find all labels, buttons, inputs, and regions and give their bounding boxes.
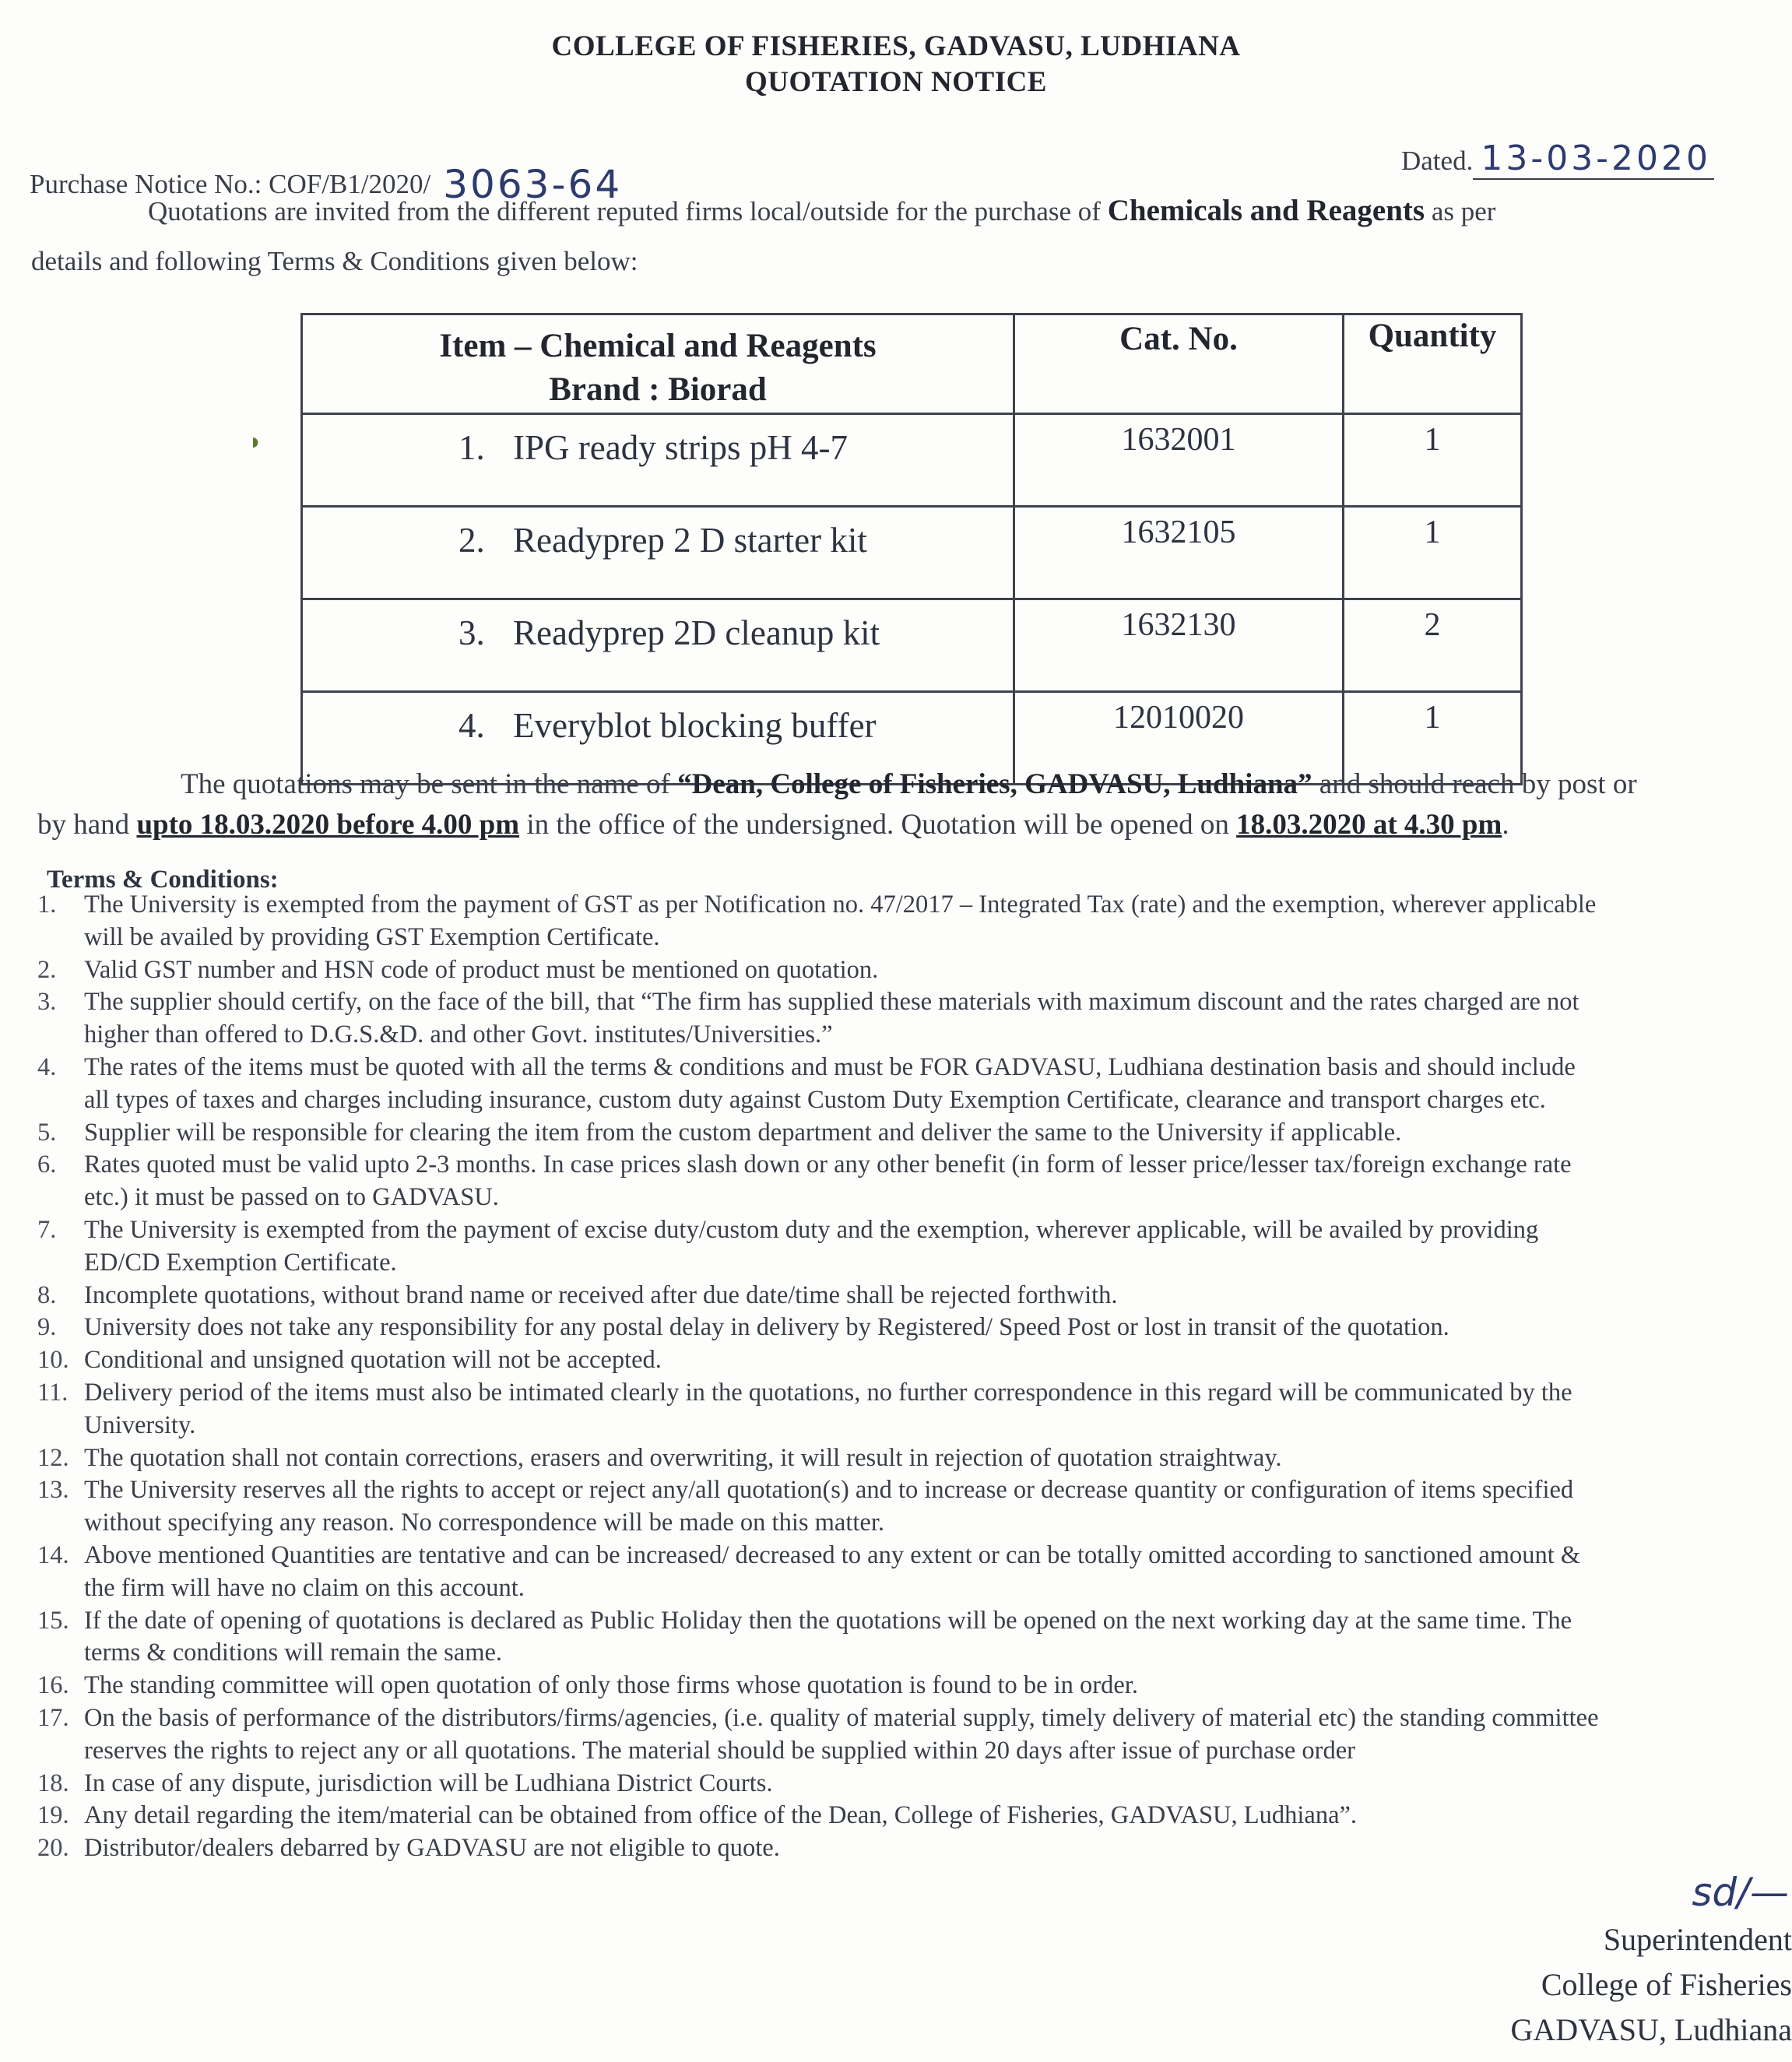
quantity-cell: 1 <box>1344 414 1522 507</box>
submission-text: in the office of the undersigned. Quotation will be opened on <box>519 809 1237 841</box>
terms-item-number: 20. <box>37 1834 69 1863</box>
terms-item-number: 3. <box>37 988 57 1017</box>
terms-item-number: 14. <box>37 1540 69 1569</box>
terms-item-text: all types of taxes and charges including insurance, custom duty against Custom Duty Exemption Certificate, clearance and transport charges etc. <box>84 1085 1546 1114</box>
cat-no-column-header: Cat. No. <box>1014 314 1344 414</box>
submission-deadline: upto 18.03.2020 before 4.00 pm <box>136 809 520 841</box>
item-header-brand: Brand : Biorad <box>549 371 767 408</box>
item-name: Readyprep 2D cleanup kit <box>513 613 880 652</box>
terms-item-text: On the basis of performance of the distributors/firms/agencies, (i.e. quality of material supply, timely delivery of material etc) the standing committee <box>84 1703 1599 1732</box>
terms-item-text: The rates of the items must be quoted with all the terms & conditions and must be FOR GADVASU, Ludhiana destination basis and should include <box>84 1052 1576 1081</box>
terms-item-number: 15. <box>37 1606 69 1635</box>
cat-no-cell: 12010020 <box>1014 692 1344 785</box>
terms-item <box>37 1800 1789 1832</box>
terms-item <box>37 1280 1789 1312</box>
quantity-column-header: Quantity <box>1344 314 1522 414</box>
handwritten-notice-number: 3063-64 <box>443 162 623 207</box>
terms-item-number: 5. <box>37 1118 57 1147</box>
intro-paragraph-line2: details and following Terms & Conditions given below: <box>31 246 638 276</box>
submission-text: by hand <box>37 809 137 841</box>
purchase-notice-label: Purchase Notice No.: COF/B1/2020/ <box>30 169 431 199</box>
terms-item-number: 8. <box>37 1280 57 1309</box>
terms-item-text: ED/CD Exemption Certificate. <box>84 1248 397 1277</box>
terms-item-text: University does not take any responsibility for any postal delay in delivery by Registered/ Speed Post or lost in transit of the quotation. <box>84 1313 1449 1342</box>
items-table <box>248 313 1523 785</box>
terms-item <box>37 1605 1789 1670</box>
terms-item-text: The standing committee will open quotation of only those firms whose quotation is found to be in order. <box>84 1671 1138 1700</box>
terms-item <box>37 1214 1789 1280</box>
terms-heading: Terms & Conditions: <box>47 866 279 894</box>
terms-item-number: 10. <box>37 1346 69 1375</box>
terms-item-text: Conditional and unsigned quotation will not be accepted. <box>84 1346 662 1375</box>
terms-item-text: higher than offered to D.G.S.&D. and other Govt. institutes/Universities.” <box>84 1020 833 1049</box>
terms-item <box>37 986 1789 1052</box>
item-cell <box>302 599 1014 692</box>
terms-item-text: Rates quoted must be valid upto 2-3 months. In case prices slash down or any other benefit (in form of lesser price/lesser tax/foreign exchange rate <box>84 1150 1572 1179</box>
terms-item-text: Distributor/dealers debarred by GADVASU are not eligible to quote. <box>84 1834 780 1863</box>
signatory-university: GADVASU, Ludhiana <box>1510 2012 1792 2047</box>
quantity-cell: 2 <box>1344 599 1522 692</box>
terms-item-text: reserves the rights to reject any or all quotations. The material should be supplied within 20 days after issue of purchase order <box>84 1736 1355 1765</box>
terms-item-number: 19. <box>37 1801 69 1830</box>
handwritten-date: 13-03-2020 <box>1481 139 1712 178</box>
terms-item-number: 4. <box>37 1052 57 1081</box>
table-header-row <box>302 314 1522 414</box>
intro-paragraph-line1 <box>148 193 1495 228</box>
signatory-title: Superintendent <box>1603 1922 1792 1957</box>
table-row <box>302 414 1522 507</box>
item-number: 4. <box>459 706 485 745</box>
terms-item-text: without specifying any reason. No correspondence will be made on this matter. <box>84 1509 884 1537</box>
terms-item-text: The University is exempted from the payment of excise duty/custom duty and the exemption, wherever applicable, will be availed by providing <box>84 1215 1539 1244</box>
terms-item-text: Valid GST number and HSN code of product must be mentioned on quotation. <box>84 955 879 984</box>
terms-item <box>37 1540 1789 1605</box>
terms-item <box>37 1344 1789 1377</box>
terms-list <box>37 889 1789 1865</box>
submission-text-end: . <box>1502 809 1509 841</box>
cat-no-cell: 1632105 <box>1014 507 1344 599</box>
terms-item-text: will be availed by providing GST Exemption Certificate. <box>84 922 660 951</box>
terms-item <box>37 1117 1789 1150</box>
terms-item <box>37 1768 1789 1800</box>
item-number: 2. <box>459 521 485 560</box>
terms-item-number: 16. <box>37 1671 69 1700</box>
terms-item-text: etc.) it must be passed on to GADVASU. <box>84 1183 499 1212</box>
submission-text: The quotations may be sent in the name of <box>181 768 678 800</box>
terms-item-number: 13. <box>37 1476 69 1505</box>
item-header-line1: Item – Chemical and Reagents <box>439 328 877 364</box>
submission-paragraph-line2 <box>37 808 1509 841</box>
intro-bold-subject: Chemicals and Reagents <box>1107 194 1425 227</box>
terms-item-text: In case of any dispute, jurisdiction will be Ludhiana District Courts. <box>84 1769 773 1797</box>
terms-item-number: 9. <box>37 1313 57 1342</box>
terms-item <box>37 1702 1789 1768</box>
terms-item <box>37 1474 1789 1540</box>
item-name: IPG ready strips pH 4-7 <box>513 428 848 467</box>
terms-item <box>37 1670 1789 1702</box>
dated-label: Dated. <box>1401 146 1474 176</box>
submission-paragraph-line1 <box>181 768 1637 801</box>
terms-item <box>37 1832 1789 1865</box>
terms-item <box>37 889 1789 954</box>
item-cell <box>248 414 1014 507</box>
cat-no-cell: 1632130 <box>1014 599 1344 692</box>
notice-date <box>1401 139 1714 180</box>
terms-item-number: 17. <box>37 1703 69 1732</box>
cat-no-cell: 1632001 <box>1014 414 1344 507</box>
terms-item-number: 11. <box>37 1378 69 1407</box>
terms-item-text: University. <box>84 1410 196 1439</box>
item-name: Everyblot blocking buffer <box>513 706 877 745</box>
item-number: 3. <box>459 613 485 652</box>
terms-item-text: Any detail regarding the item/material can be obtained from office of the Dean, College of Fisheries, GADVASU, Ludhiana”. <box>84 1801 1358 1830</box>
terms-item-number: 1. <box>37 890 57 919</box>
item-name: Readyprep 2 D starter kit <box>513 521 867 560</box>
signatory-college: College of Fisheries <box>1541 1967 1792 2002</box>
terms-item <box>37 954 1789 987</box>
terms-item-number: 12. <box>37 1443 69 1472</box>
terms-item <box>37 1377 1789 1442</box>
item-cell <box>302 507 1014 599</box>
terms-item-text: Above mentioned Quantities are tentative and can be increased/ decreased to any extent or can be totally omitted according to sanctioned amount & <box>84 1540 1581 1569</box>
terms-item-text: If the date of opening of quotations is declared as Public Holiday then the quotations will be opened on the next working day at the same time. The <box>84 1606 1572 1635</box>
terms-item-text: the firm will have no claim on this account. <box>84 1573 525 1602</box>
terms-item <box>37 1442 1789 1475</box>
terms-item-text: Supplier will be responsible for clearing the item from the custom department and deliver the same to the University if applicable. <box>84 1118 1402 1147</box>
quantity-cell: 1 <box>1344 692 1522 785</box>
item-number: 1. <box>459 428 485 467</box>
table-row <box>302 507 1522 599</box>
submission-text-end: and should reach by post or <box>1312 768 1637 800</box>
terms-item <box>37 1149 1789 1214</box>
college-name-heading: COLLEGE OF FISHERIES, GADVASU, LUDHIANA <box>551 30 1241 62</box>
intro-text-end: as per <box>1425 196 1496 227</box>
terms-item-text: The supplier should certify, on the face of the bill, that “The firm has supplied these materials with maximum discount and the rates charged are not <box>84 988 1579 1017</box>
terms-item <box>37 1052 1789 1117</box>
terms-item-text: Incomplete quotations, without brand name or received after due date/time shall be rejected forthwith. <box>84 1280 1118 1309</box>
terms-item-number: 6. <box>37 1150 57 1179</box>
terms-item-number: 2. <box>37 955 57 984</box>
terms-item-text: Delivery period of the items must also be intimated clearly in the quotations, no further correspondence in this regard will be communicated by the <box>84 1378 1572 1407</box>
terms-item-text: terms & conditions will remain the same. <box>84 1639 503 1667</box>
intro-text: Quotations are invited from the different reputed firms local/outside for the purchase of <box>148 196 1108 227</box>
item-column-header <box>302 314 1014 414</box>
notice-title-heading: QUOTATION NOTICE <box>745 66 1047 98</box>
highlighter-mark: ◗ <box>248 429 263 455</box>
terms-item-number: 7. <box>37 1215 57 1244</box>
terms-item <box>37 1312 1789 1344</box>
terms-item-text: The quotation shall not contain corrections, erasers and overwriting, it will result in rejection of quotation straightway. <box>84 1443 1282 1472</box>
table-row <box>302 599 1522 692</box>
terms-item-number: 18. <box>37 1769 69 1797</box>
opening-date: 18.03.2020 at 4.30 pm <box>1236 809 1502 841</box>
terms-item-text: The University is exempted from the payment of GST as per Notification no. 47/2017 – Integrated Tax (rate) and the exemption, wherever applicable <box>84 890 1597 919</box>
quantity-cell: 1 <box>1344 507 1522 599</box>
submission-addressee: “Dean, College of Fisheries, GADVASU, Ludhiana” <box>677 768 1312 800</box>
signature-mark: sd/— <box>1692 1870 1789 1915</box>
terms-item-text: The University reserves all the rights to accept or reject any/all quotation(s) and to increase or decrease quantity or configuration of items specified <box>84 1476 1574 1505</box>
